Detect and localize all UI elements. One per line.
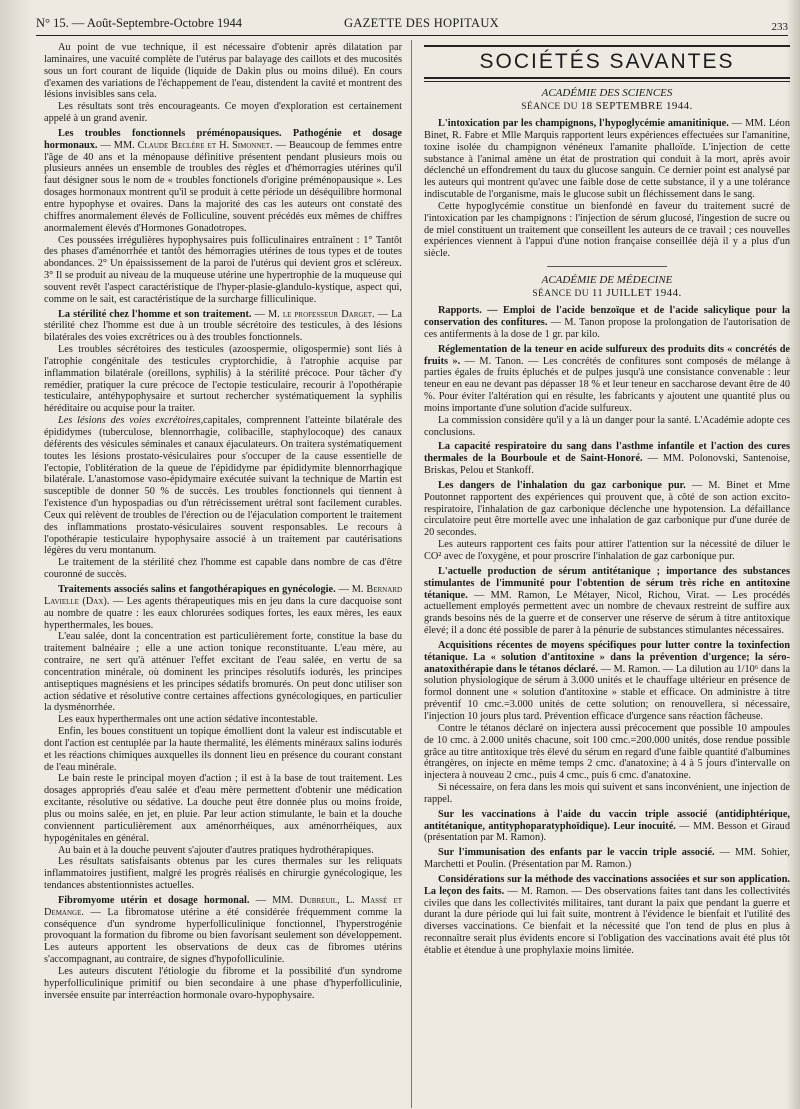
article-traitements-salins	[44, 584, 402, 631]
article-authors: — M. le professeur Darget.	[254, 308, 375, 320]
article-title: Les dangers de l'inhalation du gaz carbonique pur.	[438, 479, 686, 491]
article-authors: — MM. Léon Binet, R. Fabre et Mlle Marquis	[424, 118, 790, 141]
running-header	[36, 13, 794, 35]
issue-label: N° 15. — Août-Septembre-Octobre 1944	[36, 16, 242, 30]
right-column	[424, 42, 790, 957]
paragraph: Les auteurs discutent l'étiologie du fibrome et la possibilité d'un syndrome hyperfolliculinique primitif ou bien secondaire à une phase d'hyperfolliculinie, inversée ensuite par interréaction hormonale ovaro-hypophysaire.	[44, 965, 402, 1001]
article-confitures	[424, 305, 790, 341]
paragraph: Au bain et à la douche peuvent s'ajouter d'autres pratiques hydrothérapiques.	[58, 844, 374, 856]
article-title: Sur les vaccinations à l'aide du vaccin triple associé (antidiphtérique, antitétanique, antityphoparatyphoïdique). Leur inocuité.	[424, 808, 790, 832]
article-authors: — M. Ramon.	[507, 885, 569, 897]
paragraph: Si nécessaire, on fera dans les mois qui suivent et sans inconvénient, une injection de rappel.	[424, 782, 790, 805]
article-acide-sulfureux	[424, 344, 790, 415]
article-title: La stérilité chez l'homme et son traitement.	[58, 308, 252, 320]
paragraph: Les résultats sont très encourageants. Ce moyen d'exploration est certainement appelé à un grand avenir.	[44, 101, 402, 125]
seance-date	[424, 287, 790, 301]
seance-prefix: SÉANCE DU	[532, 289, 590, 300]
paragraph: Enfin, les boues constituent un topique émollient dont la valeur est indiscutable et dont l'action est centuplée par la haute thermalité, les éléments minéraux salins iodurés et les réactions chimiques auxquelles ils donnent lieu en présence du courant constant de l'eau minérale.	[44, 726, 402, 773]
article-title: La capacité respiratoire du sang dans l'asthme infantile et l'action des cures thermales de la Bourboule et de Saint-Honoré.	[424, 441, 790, 465]
section-title: SOCIÉTÉS SAVANTES	[479, 50, 735, 73]
article-text: — La dilution au 1/10⁶ dans la solution physiologique de sérum à 3.000 unités et le chauffage ultérieur en présence de formol donnent une « solution d'antitoxine » stable et efficace. On administre à titre préventif 10 cmc.=3.000 unités de cette solution; on renouvellera, si nécessaire, l'injection 10 jours plus tard. Prévention efficace d'urgence sans réaction fâcheuse.	[424, 663, 791, 722]
article-vaccin-triple	[424, 809, 790, 845]
article-title: Fibromyome utérin et dosage hormonal.	[58, 894, 250, 906]
italic-lead: Les lésions des voies excrétoires,	[58, 415, 204, 427]
article-authors: — M. Tanon	[550, 316, 605, 328]
paragraph	[44, 415, 402, 557]
article-authors: — MM. Polonovski, Santenoise, Briskas, Pelou et Stankoff.	[424, 453, 791, 477]
page-gutter-shadow	[0, 0, 34, 1109]
column-divider	[411, 40, 412, 1108]
paragraph-text: capitales, comprennent l'atteinte bilatérale des épididymes (tuberculose, blennorrhagie, colibacille, staphylocoque) des canaux déférents des vésicules séminales et canaux éjaculateurs. On traitera systématiquement toutes les lésions prostato-vésiculaires pour s'occuper de la cause essentielle de l'ectopie, l'oblitération de la queue de l'épididyme par épididymite blennorrhagique bilatérale. L'anastomose vaso-épidymaire exécutée suivant la technique de Martin est susceptible de donner 50 % de succès. Les troubles fonctionnels qui tiennent à l'existence d'un hypospadias ou d'un rétrécissement urétral sont facilement curables. Ceux qui relèvent de troubles de l'érection ou de l'éjaculation comportent le traitement des inflammations prostato-vésiculaires souvent responsables. Le recours à l'opothérapie testiculaire hypophysaire associé à un traitement par cautérisations légères du veru montanum.	[44, 415, 402, 557]
article-immunisation-enfants	[424, 847, 790, 871]
seance-date	[424, 100, 790, 114]
article-fibromyome	[44, 895, 402, 966]
section-rule-thin	[424, 81, 790, 82]
article-authors: — MM. Besson et Giraud (présentation par M. Ramon).	[424, 820, 790, 844]
paragraph: Les auteurs rapportent ces faits pour attirer l'attention sur la nécessité de diluer le CO² avec de l'oxygène, et pour proscrire l'inhalation de gaz carbonique pur.	[424, 539, 790, 562]
paragraph: Ces poussées irrégulières hypophysaires puis folliculinaires entraînent : 1° Tantôt des phases d'aménorrhée et tantôt des hémorragies utérines de tous types et de toutes abondances. 2° Un épaississement de la paroi de l'utérus qui devient gros et scléreux. 3° Il se produit au niveau de la muqueuse utérine une hypertrophie de la muqueuse qui souvent revêt l'aspect caractéristique de l'hyper-plasie-glandulo-kystique, aspect qui, comme on le sait, est caractéristique de la surcharge filliculinique.	[44, 234, 402, 305]
paragraph: Le bain reste le principal moyen d'action ; il est à la base de tout traitement. Les dosages appropriés d'eau salée et d'eau mère permettent d'obtenir une médication excitante, résolutive ou sédative. La douche peut être donnée plus ou moins froide, plus ou moins salée, en jet, en pluie. Par leur action stimulante, le bain et la douche conviennent particulièrement aux aménorrhéiques, aux aménorrhéiques, aux hypogénitales en général.	[44, 773, 402, 844]
article-text: rapportent leurs expériences effectuées sur l'amanitine, toxine isolée du champignon vénéneux l'amanite phalloïde. L'injection de cette substance à l'animal amène un état de prostration qui conduit à la mort, après avoir déclenché un effondrement du taux du glucose sanguin. Ce dernier point est analysé par les auteurs qui montrent qu'avec une faible dose de cette substance, il y a une tolérance indiscutable de l'organisme, mais le glucose subit un fléchissement dans le sang.	[424, 129, 791, 201]
article-title: L'intoxication par les champignons, l'hypoglycémie amanitinique.	[438, 118, 729, 129]
paragraph: L'eau salée, dont la concentration est particulièrement forte, constitue la base du traitement balnéaire ; elle a une action tonique reconstituante. L'eau mère, au contraire, ne sert qu'à atténuer l'effet excitant de l'eau salée, en vertu de sa concentration minérale, où dominent les principes résolutifs iodurés, les principes antiseptiques magnésiens et les principes sédatifs bromurés. On peut donc utiliser son action sédative et résolutive contre certaines affections gynécologiques, en particulier la dysménorrhée.	[44, 631, 402, 714]
article-text: — Des observations faites tant dans les collectivités civiles que dans les collectivités militaires, tant durant la paix que pendant la guerre et durant la dure période qui lui fait suite, montrent à l'évidence le bienfait et l'utilité des diverses vaccinations. Ce bienfait et la nécessité que l'on tend de plus en plus à reconnaître serait plus évidents encore si l'obligation des vaccinations avait été plus tôt établie et étendue à une prophylaxie moins limitée.	[424, 885, 790, 956]
article-title: Considérations sur la méthode des vaccinations associées et sur son application. La leçon des faits.	[424, 873, 790, 897]
article-authors: — MM. Claude Beclère et H. Simonnet.	[100, 139, 273, 151]
article-text: — La fibromatose utérine a été considérée fréquemment comme la conséquence d'un syndrome hyperfolliculinique fonctionnel, l'hyperstrogénie provoquant la formation du fibrome ou bien favorisant seulement son développement. Les auteurs apportent les observations de deux cas de fibromes utérins s'accompagnant, au contraire, de signes d'hypofolliculinie.	[44, 906, 402, 966]
article-authors: — M. Bernard Lavielle (Dax).	[44, 583, 403, 607]
page-number: 233	[771, 21, 788, 33]
article-title: L'actuelle production de sérum antitétanique ; importance des substances stimulantes de l'immunité pour l'obtention de sérum très riche en antitoxine tétanique.	[424, 565, 790, 601]
article-authors: — MM. Dubreuil, L. Massé et Demange.	[44, 894, 402, 918]
seance-day: 11 JUILLET 1944.	[591, 287, 682, 300]
article-toxinfection	[424, 640, 790, 723]
left-column	[44, 42, 402, 1002]
article-title: Réglementation de la teneur en acide sulfureux des produits dits « concrétés de fruits ».	[424, 343, 790, 367]
article-text: — Les agents thérapeutiques mis en jeu dans la cure dacquoise sont au nombre de quatre : les eaux chlorurées sodiques fortes, les eaux mères, les eaux hyperthermales, les boues.	[44, 595, 402, 631]
seance-prefix: SÉANCE DU	[521, 102, 578, 112]
article-champignons	[424, 118, 790, 201]
article-authors: — M. Tanon.	[464, 355, 524, 367]
article-text: rapportent des expériences qui prouvent que, à côté de son action excito-respiratoire, l'inhalation de gaz carbonique déclenche une hypotension. La défaillance circulatoire peut être mortelle avec une inhalation de gaz carbonique pur d'une durée de 20 secondes.	[424, 491, 791, 539]
separator-rule	[547, 266, 667, 267]
article-authors: — MM. Sohier, Marchetti et Poulin. (Présentation par M. Ramon.)	[424, 847, 790, 871]
article-title: Acquisitions récentes de moyens spécifiques pour lutter contre la toxinfection tétanique. La « solution d'antitoxine » dans la prévention d'urgence; la séro-anatoxithérapie dans le tétanos déclaré.	[424, 639, 790, 675]
article-title: Traitements associés salins et fangothérapiques en gynécologie.	[58, 583, 336, 595]
academy-heading: ACADÉMIE DE MÉDECINE	[541, 274, 673, 287]
article-title: Sur l'immunisation des enfants par le vaccin triple associé.	[438, 847, 715, 859]
article-text: propose la prolongation de l'autorisation de ces antiferments à la dose de 1 gr. par kilo.	[424, 316, 791, 340]
paragraph: La commission considère qu'il y a là un danger pour la santé. L'Académie adopte ces conclusions.	[424, 414, 790, 438]
section-rule-bottom	[424, 77, 790, 79]
article-vaccinations-associees	[424, 874, 790, 957]
article-authors: — M. Binet et Mme Poutonnet	[424, 479, 791, 503]
article-sterilite	[44, 309, 402, 345]
header-rule	[36, 35, 788, 36]
article-serum-antitetanique	[424, 566, 790, 637]
article-title: Rapports. — Emploi de l'acide benzoïque et de l'acide salicylique pour la conservation des confitures.	[424, 305, 790, 328]
article-authors: — M. Ramon.	[600, 663, 661, 675]
paragraph: Les eaux hyperthermales ont une action sédative incontestable.	[58, 714, 318, 726]
paragraph: Au point de vue technique, il est nécessaire d'obtenir après dilatation par laminaires, une vacuité complète de l'utérus par balayage des caillots et des mucosités sous un fort courant de liquide (liquide de Dakin plus ou moins dilué). En cours d'examen des variations de l'échappement de l'eau, distendent la cavité et montrent des lésions invisibles sans cela.	[44, 42, 402, 101]
article-title: Les troubles fonctionnels préménopausiques. Pathogénie et dosage hormonaux.	[44, 127, 402, 151]
paragraph: Les résultats satisfaisants obtenus par les cures thermales sur les reliquats inflammatoires justifient, malgré les progrès réalisés en chirurgie gynécologique, les tendances abstentionnistes actuelles.	[44, 856, 402, 892]
article-text: — Beaucoup de femmes entre l'âge de 40 ans et la ménopause définitive présentent pendant plusieurs mois ou plusieurs années un ensemble de troubles des règles et d'hémorragies utérines qu'il faut désigner sous le nom de « troubles fonctionels d'origine préménopausique ». Les dosages hormonaux montrent qu'il se produit à cette période un déséquilibre hormonal entre hypophyse et ovaires. Dans la majorité des cas les auteurs ont constaté des chiffres anormalement élevés de Folliculine, souvent précédés eux mêmes de chiffres anormalement élevés d'Hormones Gonadotropes.	[44, 139, 402, 234]
article-text: — Les procédés actuellement employés permettent avec un nombre de chevaux restreint de suffire aux grands besoins nés de la guerre et de conserver une réserve de sérum à titre antitoxique élevé; il a donc été possible de parer à la pénurie de substances stimulantes nécessaires.	[424, 589, 791, 637]
article-text: — La stérilité chez l'homme est due à un trouble sécrétoire des testicules, à des lésions bilatérales des voies excrétrices ou à des troubles fonctionnels.	[44, 308, 402, 344]
article-gaz-carbonique	[424, 480, 790, 539]
article-text: — Les concrétés de confitures sont composés de mélange à parties égales de fruits épluchés et de pulpes jusqu'à une consistance convenable : leur teneur en eau ne devant pas dépasser 18 % et leur teneur en saccharose devant être de 40 %. Pour éviter l'altération qui en résulte, les fabricants y ajoutent une quantité plus ou moins importante d'une solution d'acide sulfureux.	[424, 355, 791, 414]
section-rule-top	[424, 45, 790, 47]
paragraph: Contre le tétanos déclaré on injectera aussi précocement que possible 10 ampoules de 10 cmc. à 2.000 unités chacune, soit 100 cmc.=200.000 unités, dose rendue possible grâce au titre antitoxique très élevé du sérum en regard d'une faible quantité d'albumines étrangères, on injecte en même temps 2 cmc. d'anatoxine; à 4 à 5 jours d'intervalle on injectera à nouveau 2 cmc., puis 4 cmc., puis 6 cmc. d'anatoxine.	[424, 722, 790, 782]
academy-heading: ACADÉMIE DES SCIENCES	[541, 87, 673, 99]
seance-day: 18 SEPTEMBRE 1944.	[580, 100, 693, 112]
article-asthme	[424, 441, 790, 477]
paragraph: Les troubles sécrétoires des testicules (azoospermie, oligospermie) sont liés à l'atrophie congénitale des testicules cryptorchidie, à l'atrophie acquise par inflammation bilatérale (oreillons, syphilis) à la stérilité précoce. Pour tâcher d'y remédier, pratiquer la cure précoce de l'ectopie testiculaire, recourir à l'opothérapie testiculaire, antéhypophysaire et surtout rechercher systématiquement la syphilis héréditaire ou acquise pour la traiter.	[44, 344, 402, 415]
journal-title: GAZETTE DES HOPITAUX	[344, 16, 499, 30]
article-premenopause	[44, 128, 402, 235]
paragraph: Cette hypoglycémie constitue un bienfondé en faveur du traitement sucré de l'intoxication par les champignons : l'injection de sérum glucosé, l'ingestion de sucre ou de miel constituent un traitement que conseillent les auteurs de ce travail ; ces nouvelles expériences viennent à l'appui d'une notion française conseillée déjà il y a plus d'un siècle.	[424, 200, 790, 260]
article-authors: — MM. Ramon, Le Métayer, Nicol, Richou, Virat.	[474, 589, 710, 601]
paragraph: Le traitement de la stérilité chez l'homme est capable dans nombre de cas d'être couronné de succès.	[44, 557, 402, 581]
